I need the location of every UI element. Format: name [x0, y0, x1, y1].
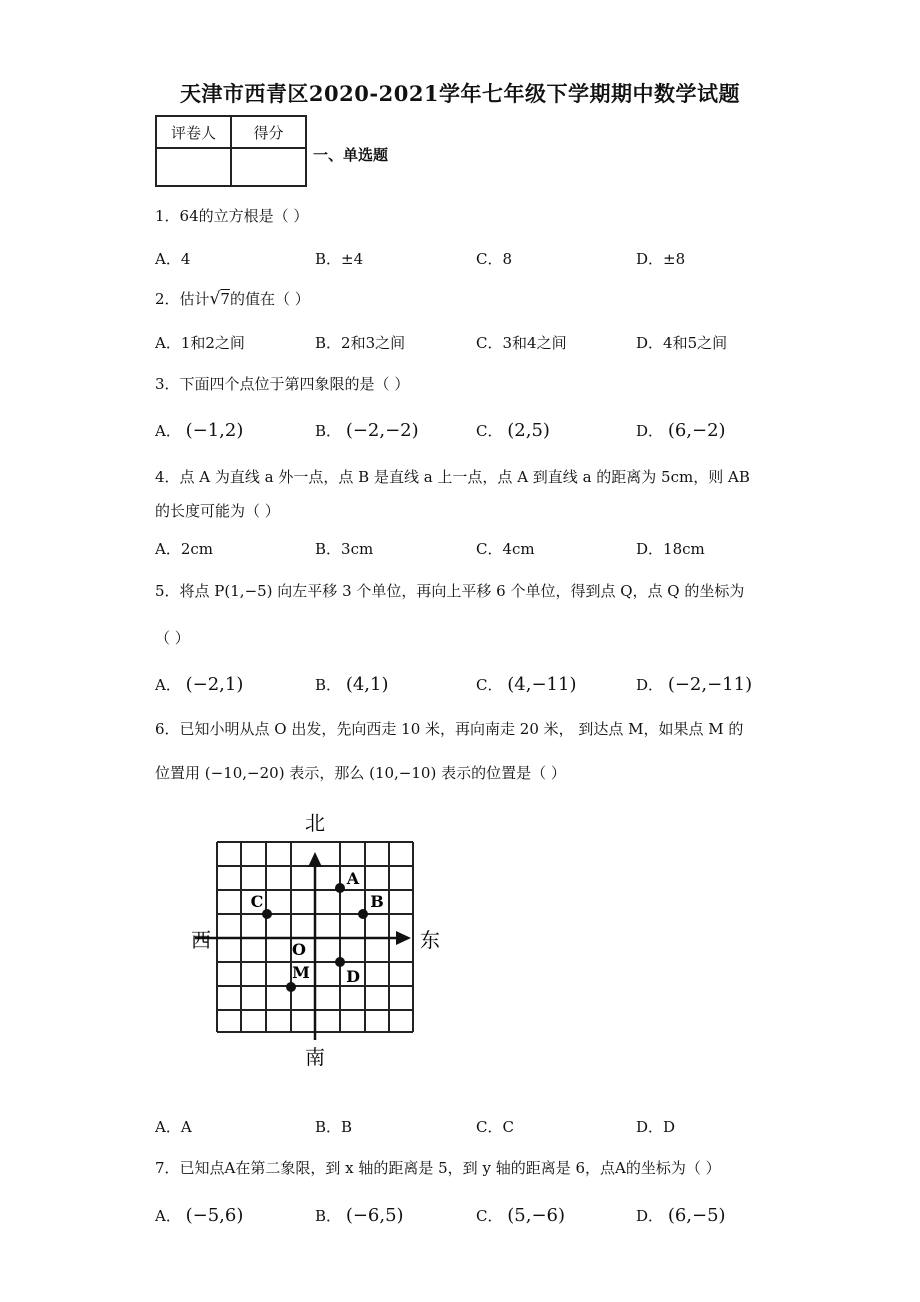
grade-table-header-reviewer: 评卷人: [156, 116, 231, 148]
page-title: 天津市西青区2020-2021学年七年级下学期期中数学试题: [179, 81, 741, 106]
question-5-option-c: [476, 674, 576, 695]
question-4-stem-line-2: 的长度可能为（ ）: [155, 502, 280, 520]
question-5-option-d: [636, 674, 752, 695]
question-5-option-a: [155, 674, 243, 695]
label-point-b: B: [370, 892, 384, 911]
question-7-option-c: [476, 1205, 565, 1226]
option-label: A．: [155, 676, 181, 694]
question-1-option-a: A．4: [155, 250, 191, 268]
east-arrow-icon: [396, 931, 411, 945]
option-value: (4,1): [345, 674, 389, 695]
point-c: [262, 909, 272, 919]
question-2-option-c: C．3和4之间: [476, 334, 567, 352]
option-value: (−5,6): [185, 1205, 244, 1226]
question-6-option-c: C．C: [476, 1118, 514, 1136]
label-point-a: A: [346, 869, 360, 888]
question-1-stem: 1．64的立方根是（ ）: [155, 207, 309, 225]
question-3-option-b: [315, 420, 419, 441]
option-label: C．: [476, 422, 503, 440]
north-arrow-icon: [308, 852, 322, 867]
question-1-option-b: B．±4: [315, 250, 364, 268]
section-heading: 一、单选题: [313, 146, 389, 164]
option-label: D．: [636, 676, 664, 694]
question-3-option-c: [476, 420, 550, 441]
question-4-stem-line-1: 4．点 A 为直线 a 外一点，点 B 是直线 a 上一点，点 A 到直线 a 的距离为 5cm，则 AB: [155, 468, 750, 486]
option-value: (−2,−2): [345, 420, 419, 441]
label-point-d: D: [346, 967, 360, 986]
option-value: (6,−2): [667, 420, 726, 441]
option-label: D．: [636, 1207, 664, 1225]
question-6-option-a: A．A: [155, 1118, 192, 1136]
question-4-option-c: C．4cm: [476, 540, 535, 558]
question-4-option-d: D．18cm: [636, 540, 705, 558]
point-a: [335, 883, 345, 893]
grade-table: [155, 115, 307, 187]
grade-table-cell-score: [231, 148, 306, 186]
option-value: (−6,5): [345, 1205, 404, 1226]
label-point-c: C: [250, 892, 264, 911]
point-b: [358, 909, 368, 919]
question-2-option-d: D．4和5之间: [636, 334, 728, 352]
label-west: 西: [191, 928, 211, 952]
option-value: (2,5): [507, 420, 550, 441]
grade-table-header-score: 得分: [231, 116, 306, 148]
question-3-option-d: [636, 420, 726, 441]
question-2-stem: [155, 288, 310, 309]
question-3-stem: 3．下面四个点位于第四象限的是（ ）: [155, 375, 410, 393]
question-2-text-b: 的值在（ ）: [229, 290, 310, 308]
question-6-stem-line-1: 6．已知小明从点 O 出发，先向西走 10 米，再向南走 20 米， 到达点 M，如果点 M 的: [155, 720, 744, 738]
question-5-stem-line-1: 5．将点 P(1,−5) 向左平移 3 个单位，再向上平移 6 个单位，得到点 Q，点 Q 的坐标为: [155, 582, 745, 600]
option-value: (−2,−11): [667, 674, 753, 695]
question-6-option-b: B．B: [315, 1118, 353, 1136]
label-north: 北: [305, 811, 325, 835]
option-value: (−1,2): [185, 420, 244, 441]
question-6-stem-line-2: 位置用 (−10,−20) 表示，那么 (10,−10) 表示的位置是（ ）: [155, 764, 566, 782]
option-value: (4,−11): [507, 674, 577, 695]
option-label: C．: [476, 676, 503, 694]
point-d: [335, 957, 345, 967]
question-7-option-d: [636, 1205, 726, 1226]
question-4-option-a: A．2cm: [155, 540, 214, 558]
question-2-option-a: A．1和2之间: [155, 334, 245, 352]
question-2-option-b: B．2和3之间: [315, 334, 406, 352]
compass-grid-figure: [185, 808, 450, 1070]
question-7-option-b: [315, 1205, 404, 1226]
point-m: [286, 982, 296, 992]
option-value: (5,−6): [507, 1205, 566, 1226]
question-6-option-d: D．D: [636, 1118, 676, 1136]
question-5-stem-line-2: （ ）: [155, 629, 190, 647]
question-7-option-a: [155, 1205, 243, 1226]
question-2-radicand: 7: [220, 290, 230, 308]
option-label: D．: [636, 422, 664, 440]
option-label: B．: [315, 1207, 342, 1225]
question-1-option-d: D．±8: [636, 250, 686, 268]
question-3-option-a: [155, 420, 243, 441]
option-label: A．: [155, 422, 181, 440]
grade-table-cell-reviewer: [156, 148, 231, 186]
option-label: A．: [155, 1207, 181, 1225]
sqrt-symbol: √: [209, 289, 221, 309]
option-label: C．: [476, 1207, 503, 1225]
label-south: 南: [305, 1045, 325, 1069]
label-origin: O: [292, 940, 306, 959]
label-point-m: M: [292, 963, 310, 982]
question-4-option-b: B．3cm: [315, 540, 374, 558]
question-2-text-a: 2．估计: [155, 290, 210, 308]
question-7-stem: 7．已知点A在第二象限，到 x 轴的距离是 5，到 y 轴的距离是 6，点A的坐标为（ ）: [155, 1159, 721, 1177]
option-value: (−2,1): [185, 674, 244, 695]
option-value: (6,−5): [667, 1205, 726, 1226]
option-label: B．: [315, 676, 342, 694]
question-5-option-b: [315, 674, 388, 695]
label-east: 东: [420, 928, 440, 952]
question-1-option-c: C．8: [476, 250, 513, 268]
option-label: B．: [315, 422, 342, 440]
